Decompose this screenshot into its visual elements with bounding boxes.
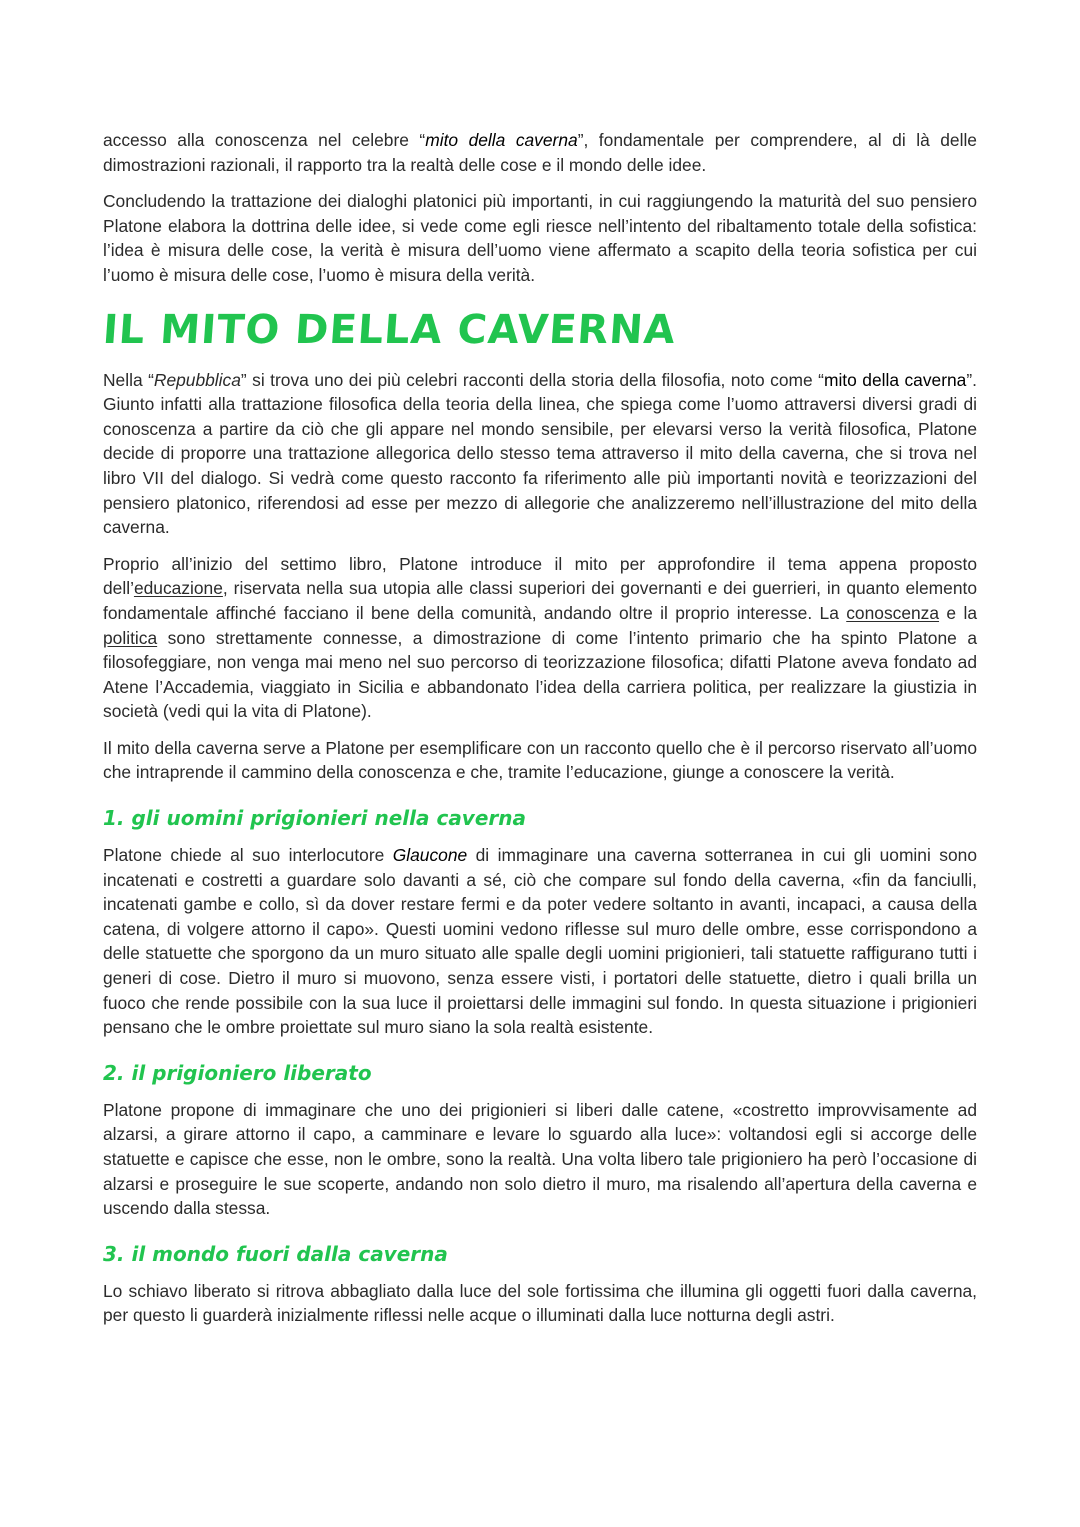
subsection-title-3: 3. il mondo fuori dalla caverna bbox=[103, 1241, 448, 1266]
document-page bbox=[103, 128, 977, 1340]
subsection-title-1: 1. gli uomini prigionieri nella caverna bbox=[103, 806, 527, 831]
intro-paragraph-1: accesso alla conoscenza nel celebre “mito della caverna”, fondamentale per comprendere, al di là delle dimostrazioni razionali, il rapporto tra la realtà delle cose e il mondo delle idee. bbox=[103, 130, 977, 175]
intro-paragraph-2: Concludendo la trattazione dei dialoghi platonici più importanti, in cui raggiungendo la maturità del suo pensiero Platone elabora la dottrina delle idee, si vede come egli riesce nell’intento del ribaltamento totale della sofistica: l’idea è misura delle cose, la verità è misura dell’uomo viene affermato a scapito della teoria sofistica per cui l’uomo è misura delle cose, l’uomo è misura della verità. bbox=[103, 191, 977, 285]
subsection-1-paragraph: Platone chiede al suo interlocutore Glaucone di immaginare una caverna sotterranea in cui gli uomini sono incatenati e costretti a guardare solo davanti a sé, ciò che compare sul fondo della caverna, «fin da fanciulli, incatenati gambe e collo, sì da dover restare fermi e da poter vedere soltanto in avanti, incapaci, a causa della catena, di volgere attorno il capo». Questi uomini vedono riflesse sul muro delle ombre, esse corrispondono a delle statuette che sporgono da un muro situato alle spalle degli uomini prigionieri, tali statuette raffigurano tutti i generi di cose. Dietro il muro si muovono, senza essere visti, i portatori delle statuette, dietro i quali brilla un fuoco che rende possibile con la sua luce il proiettarsi delle immagini sul fondo. In questa situazione i prigionieri pensano che le ombre proiettate sul muro siano la sola realtà esistente. bbox=[103, 845, 977, 1038]
section-paragraph-2: Proprio all’inizio del settimo libro, Platone introduce il mito per approfondire il tema appena proposto dell’educazione, riservata nella sua utopia alle classi superiori dei governanti e dei guerrieri, in quanto elemento fondamentale affinché facciano il bene della comunità, andando oltre il proprio interesse. La conoscenza e la politica sono strettamente connesse, a dimostrazione di come l’intento primario che ha spinto Platone a filosofeggiare, non venga mai meno nel suo percorso di teorizzazione filosofica; difatti Platone aveva fondato ad Atene l’Accademia, viaggiato in Sicilia e abbandonato l’idea della carriera politica, per realizzare la giustizia in società (vedi qui la vita di Platone). bbox=[103, 553, 977, 722]
subsection-3-paragraph: Lo schiavo liberato si ritrova abbagliato dalla luce del sole fortissima che illumina gli oggetti fuori dalla caverna, per questo li guarderà inizialmente riflessi nelle acque o illuminati dalla luce notturna degli astri. bbox=[103, 1280, 977, 1326]
section-paragraph-1: Nella “Repubblica” si trova uno dei più celebri racconti della storia della filosofia, noto come “mito della caverna”. Giunto infatti alla trattazione filosofica della teoria della linea, che spiega come l’uomo attraversi diversi gradi di conoscenza a partire da ciò che gli appare nel mondo sensibile, per elevarsi verso la verità filosofica, Platone decide di proporre una trattazione allegorica dello stesso tema attraverso il mito della caverna, che si trova nel libro VII del dialogo. Si vedrà come questo racconto fa riferimento alle più importanti novità e teorizzazioni del pensiero platonico, riferendosi ad esse per mezzo di allegorie che analizzeremo nell’illustrazione del mito della caverna. bbox=[103, 369, 977, 538]
section-title: IL MITO DELLA CAVERNA bbox=[101, 306, 678, 353]
emphasis-repubblica: Repubblica bbox=[153, 369, 241, 390]
link-politica[interactable]: politica bbox=[103, 627, 158, 648]
emphasis-mito-della-caverna: mito della caverna bbox=[425, 130, 578, 150]
link-educazione[interactable]: educazione bbox=[133, 578, 223, 599]
emphasis-glaucone: Glaucone bbox=[392, 845, 468, 866]
section-paragraph-3: Il mito della caverna serve a Platone per esemplificare con un racconto quello che è il percorso riservato all’uomo che intraprende il cammino della conoscenza e che, tramite l’educazione, giunge a conoscere la verità. bbox=[103, 737, 977, 783]
emphasis-mito-della-caverna-2: mito della caverna bbox=[823, 369, 967, 390]
subsection-2-paragraph: Platone propone di immaginare che uno dei prigionieri si liberi dalle catene, «costretto improvvisamente ad alzarsi, a girare attorno il capo, a camminare e levare lo sguardo alla luce»: voltandosi egli si accorge delle statuette e capisce che esse, non le ombre, sono la realtà. Una volta libero tale prigioniero ha però l’occasione di alzarsi e proseguire le sue scoperte, andando non solo dietro il muro, ma risalendo all’apertura della caverna e uscendo dalla stessa. bbox=[103, 1099, 977, 1219]
link-conoscenza[interactable]: conoscenza bbox=[846, 602, 940, 623]
subsection-title-2: 2. il prigioniero liberato bbox=[103, 1060, 372, 1085]
